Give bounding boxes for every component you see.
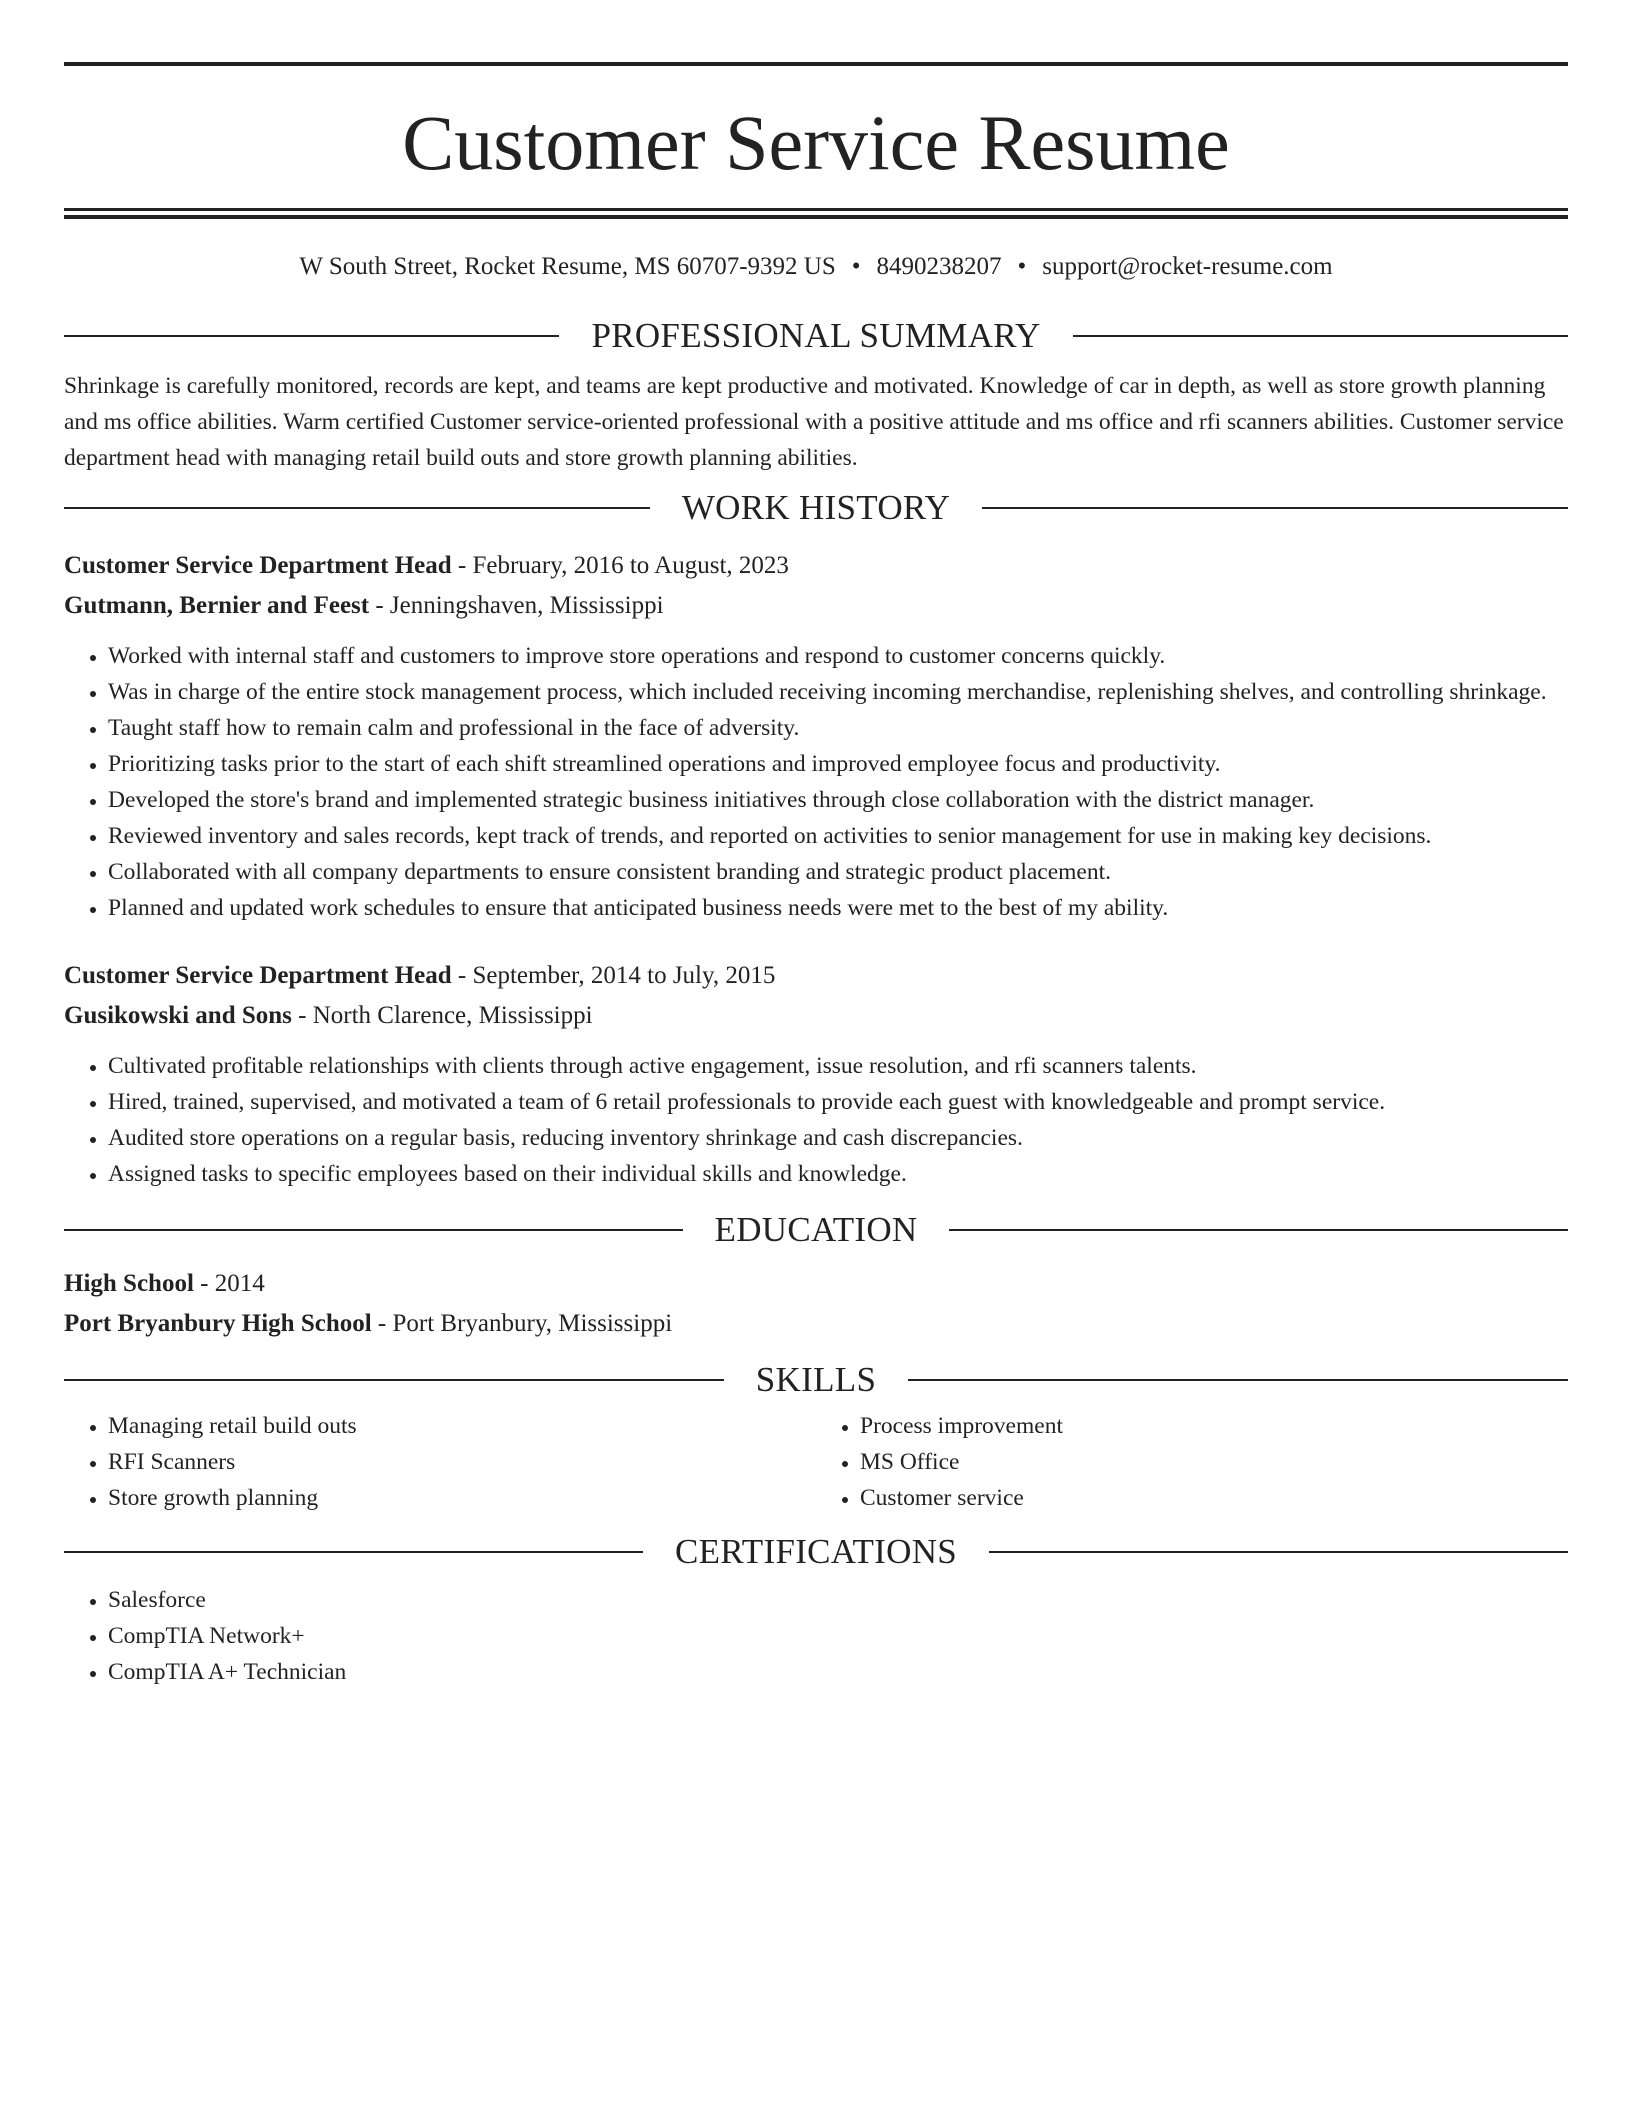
section-title: WORK HISTORY <box>681 488 951 527</box>
summary-text: Shrinkage is carefully monitored, records are kept, and teams are kept productive and motivated. Knowledge of car in depth, as well as store growth planning and ms office abilities. Warm certified Customer service-oriented professional with a positive attitude and ms office and rfi scanners abilities. Customer service department head with managing retail build outs and store growth planning abilities. <box>64 373 1564 471</box>
education-entry <box>64 1264 1568 1344</box>
job-bullet: • Developed the store's brand and implemented strategic business initiatives through close collaboration with the district manager. <box>108 782 1568 818</box>
contact-phone: 8490238207 <box>876 253 1002 280</box>
resume-title: Customer Service Resume <box>402 99 1230 186</box>
heading-rule-left <box>64 1551 643 1553</box>
job-entry <box>64 956 1568 1192</box>
job-bullet: • Was in charge of the entire stock management process, which included receiving incoming merchandise, replenishing shelves, and controlling shrinkage. <box>108 674 1568 710</box>
certification-item: • CompTIA Network+ <box>108 1618 1568 1654</box>
skill-item: • Process improvement <box>860 1408 1568 1444</box>
job-bullet: • Cultivated profitable relationships with clients through active engagement, issue resolution, and rfi scanners talents. <box>108 1048 1568 1084</box>
job-dates: - September, 2014 to July, 2015 <box>451 962 776 989</box>
skills-grid <box>64 1408 1568 1516</box>
top-rule <box>64 62 1568 66</box>
job-bullet: • Prioritizing tasks prior to the start of each shift streamlined operations and improved employee focus and productivity. <box>108 746 1568 782</box>
skills-list-left <box>64 1408 816 1516</box>
title-double-rule <box>64 208 1568 219</box>
heading-rule-right <box>949 1229 1568 1231</box>
skill-item: • Managing retail build outs <box>108 1408 816 1444</box>
heading-rule-left <box>64 1379 724 1381</box>
job-company-line <box>64 996 1568 1036</box>
job-bullets <box>64 638 1568 926</box>
job-company: Gutmann, Bernier and Feest <box>64 592 370 619</box>
section-heading-skills <box>64 1360 1568 1400</box>
job-bullets <box>64 1048 1568 1192</box>
section-title: PROFESSIONAL SUMMARY <box>591 316 1041 355</box>
education-school: Port Bryanbury High School <box>64 1310 372 1337</box>
heading-rule-right <box>908 1379 1568 1381</box>
contact-line <box>64 252 1568 282</box>
heading-rule-left <box>64 507 650 509</box>
section-heading-summary <box>64 316 1568 356</box>
certification-item: • CompTIA A+ Technician <box>108 1654 1568 1690</box>
job-bullet: • Worked with internal staff and customers to improve store operations and respond to customer concerns quickly. <box>108 638 1568 674</box>
section-heading-work-history <box>64 488 1568 528</box>
certification-item: • Salesforce <box>108 1582 1568 1618</box>
job-bullet: • Reviewed inventory and sales records, kept track of trends, and reported on activities to senior management for use in making key decisions. <box>108 818 1568 854</box>
job-location: - North Clarence, Mississippi <box>291 1002 593 1029</box>
contact-address: W South Street, Rocket Resume, MS 60707-9392 US <box>299 253 836 280</box>
job-title: Customer Service Department Head <box>64 962 452 989</box>
job-bullet: • Planned and updated work schedules to ensure that anticipated business needs were met to the best of my ability. <box>108 890 1568 926</box>
section-title: EDUCATION <box>714 1210 918 1249</box>
job-entry <box>64 546 1568 926</box>
certifications-list <box>64 1582 1568 1690</box>
education-location: - Port Bryanbury, Mississippi <box>371 1310 673 1337</box>
skill-item: • Store growth planning <box>108 1480 816 1516</box>
skills-list-right <box>816 1408 1568 1516</box>
heading-rule-left <box>64 335 559 337</box>
section-title: CERTIFICATIONS <box>674 1532 958 1571</box>
section-heading-education <box>64 1210 1568 1250</box>
section-heading-certifications <box>64 1532 1568 1572</box>
job-bullet: • Audited store operations on a regular basis, reducing inventory shrinkage and cash discrepancies. <box>108 1120 1568 1156</box>
skill-item: • MS Office <box>860 1444 1568 1480</box>
contact-separator: • <box>851 253 861 280</box>
job-bullet: • Hired, trained, supervised, and motivated a team of 6 retail professionals to provide each guest with knowledgeable and prompt service. <box>108 1084 1568 1120</box>
job-title: Customer Service Department Head <box>64 552 452 579</box>
education-year: - 2014 <box>193 1270 265 1297</box>
education-degree: High School <box>64 1270 194 1297</box>
job-company: Gusikowski and Sons <box>64 1002 292 1029</box>
job-company-line <box>64 586 1568 626</box>
job-bullet: • Assigned tasks to specific employees based on their individual skills and knowledge. <box>108 1156 1568 1192</box>
education-school-line <box>64 1304 1568 1344</box>
heading-rule-left <box>64 1229 683 1231</box>
job-bullet: • Collaborated with all company departments to ensure consistent branding and strategic product placement. <box>108 854 1568 890</box>
skill-item: • Customer service <box>860 1480 1568 1516</box>
contact-separator: • <box>1017 253 1027 280</box>
job-dates: - February, 2016 to August, 2023 <box>451 552 789 579</box>
education-degree-line <box>64 1264 1568 1304</box>
job-title-line <box>64 956 1568 996</box>
contact-email: support@rocket-resume.com <box>1042 253 1333 280</box>
job-bullet: • Taught staff how to remain calm and professional in the face of adversity. <box>108 710 1568 746</box>
heading-rule-right <box>982 507 1568 509</box>
heading-rule-right <box>1073 335 1568 337</box>
job-location: - Jenningshaven, Mississippi <box>369 592 664 619</box>
section-title: SKILLS <box>755 1360 877 1399</box>
heading-rule-right <box>989 1551 1568 1553</box>
skill-item: • RFI Scanners <box>108 1444 816 1480</box>
job-title-line <box>64 546 1568 586</box>
